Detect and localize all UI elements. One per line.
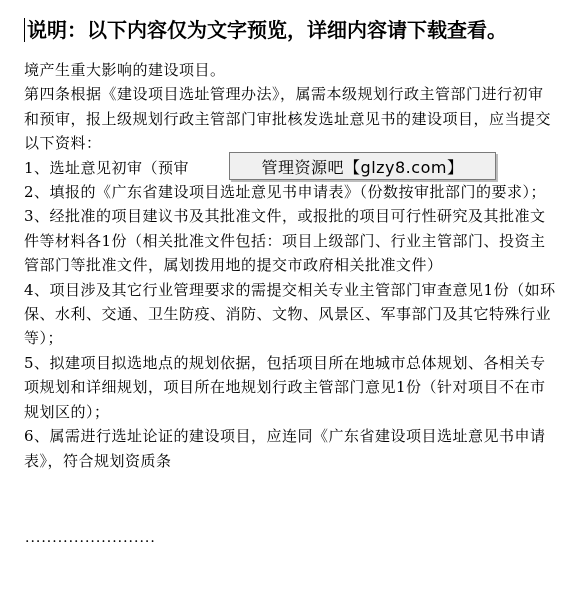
paragraph-item-3: 3、经批准的项目建议书及其批准文件，或报批的项目可行性研究及其批准文件等材料各1份（相关批准文件包括：项目上级部门、行业主管部门、投资主管部门等批准文件，属划拨用地的提交市政府相关批准文件）	[24, 207, 546, 275]
paragraph-item-6: 6、属需进行选址论证的建设项目，应连同《广东省建设项目选址意见书申请表》，符合规划资质条	[24, 427, 546, 470]
watermark-banner: 管理资源吧【glzy8.com】	[229, 152, 496, 180]
text-cursor	[24, 18, 25, 42]
paragraph-intro: 境产生重大影响的建设项目。	[24, 61, 226, 79]
paragraph-item-1: 1、选址意见初审（预审	[24, 158, 190, 177]
paragraph-item-2: 2、填报的《广东省建设项目选址意见书申请表》（份数按审批部门的要求）；	[24, 183, 547, 202]
preview-notice: 说明：以下内容仅为文字预览，详细内容请下载查看。	[27, 18, 507, 42]
truncation-dots: ························	[25, 534, 156, 550]
paragraph-item-5: 5、拟建项目拟选地点的规划依据，包括项目所在地城市总体规划、各相关专项规划和详细规划，项目所在地规划行政主管部门意见1份（针对项目不在市规划区的）；	[24, 353, 546, 421]
paragraph-article-4: 第四条根据《建设项目选址管理办法》，属需本级规划行政主管部门进行初审和预审，报上级规划行政主管部门审批核发选址意见书的建设项目，应当提交以下资料：	[24, 85, 552, 153]
document-body	[24, 58, 556, 473]
paragraph-item-4: 4、项目涉及其它行业管理要求的需提交相关专业主管部门审查意见1份（如环保、水利、交通、卫生防疫、消防、文物、风景区、军事部门及其它特殊行业等）；	[24, 280, 556, 348]
